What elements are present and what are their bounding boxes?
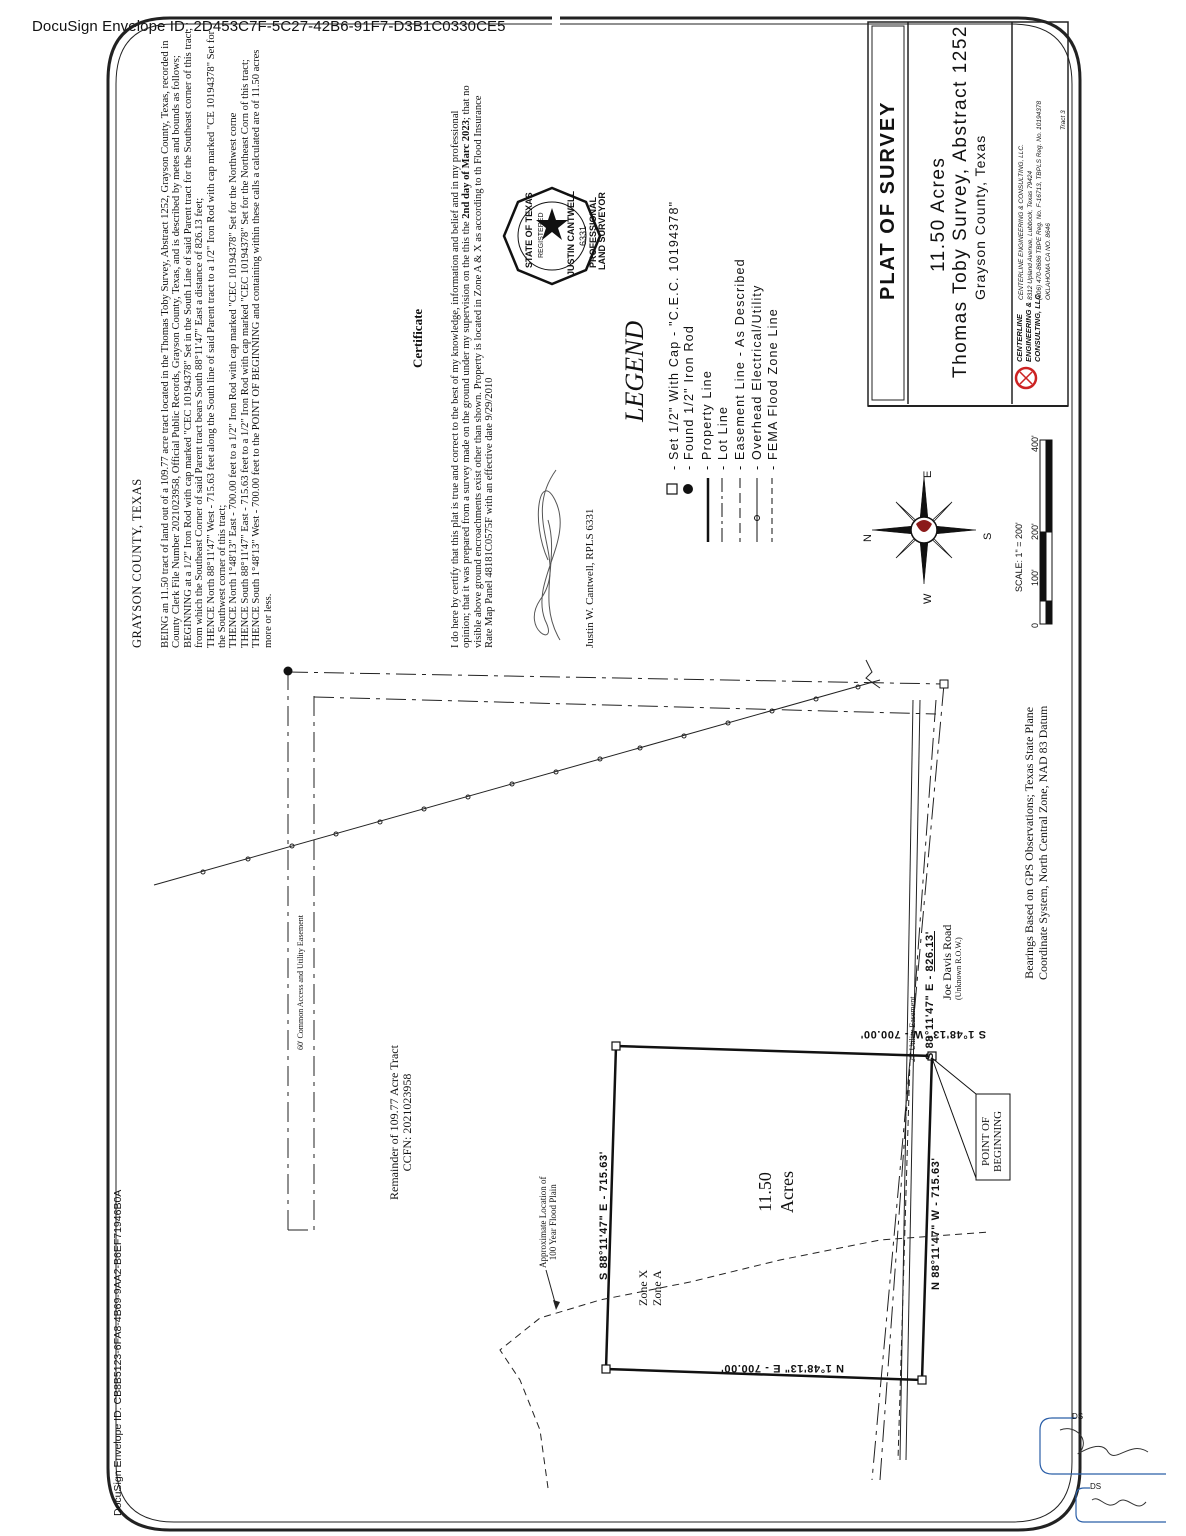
seal-registered-text: REGISTERED — [538, 212, 545, 258]
legend-item-easement-line: - Easement Line - As Described — [733, 258, 747, 470]
company-name-line-2: ENGINEERING & — [1024, 301, 1033, 362]
bearings-line-2: Coordinate System, North Central Zone, NAD 83 Datum — [1036, 705, 1050, 980]
bearings-line-1: Bearings Based on GPS Observations; Texas State Plane — [1022, 706, 1036, 979]
title-acres: 11.50 Acres — [928, 156, 949, 272]
certificate-title: Certificate — [410, 308, 425, 368]
seal-surveyor-name: JUSTIN CANTWELL — [566, 191, 576, 276]
metes-and-bounds-description — [160, 28, 274, 648]
flood-note-line-1: Approximate Location of — [538, 1176, 548, 1268]
legend-item-overhead-electric: - Overhead Electrical/Utility — [750, 284, 764, 470]
certificate-text — [450, 78, 496, 648]
legend-item-flood-zone: - FEMA Flood Zone Line — [766, 308, 780, 470]
flood-zone-line — [500, 1232, 990, 1488]
certificate-date: 2nd day of Marc 2023 — [461, 120, 473, 219]
point-of-beginning-label — [980, 1111, 1004, 1172]
scale-tick-100: 100' — [1030, 569, 1040, 586]
seal-professional-text: PROFESSIONAL — [588, 196, 598, 268]
east-side-bearing: S 1°48'13" W - 700.00' — [860, 1028, 986, 1040]
description-paragraph: THENCE North 1°48'13" East - 700.00 feet to a 1/2" Iron Rod with cap marked "CEC 10194378" Set for the Northwest corne — [228, 112, 240, 648]
legend-item-property-line: - Property Line — [700, 370, 714, 470]
road-distance: 826.13' — [924, 931, 936, 972]
description-paragraph: BEGINNING at a 1/2" Iron Rod with cap marked "CEC 10194378" Set in the South Line of said Parent tract for the Southeast corner of this tract, from which the Southeast Corner of said Parent tract bears South 88°11'47" East a distance of 826.13 feet; — [182, 28, 206, 648]
flood-note-line-2: 100 Year Flood Plain — [548, 1184, 558, 1261]
joe-davis-road-lines — [872, 684, 944, 1480]
tract-acreage-unit: Acres — [777, 1171, 797, 1213]
remainder-acreage: Remainder of 109.77 Acre Tract — [387, 1045, 401, 1200]
scale-tick-400: 400' — [1030, 435, 1040, 452]
company-name-line-3: CONSULTING, LLC — [1033, 294, 1042, 362]
overhead-electric-line — [154, 660, 880, 885]
seal-land-surveyor-text: LAND SURVEYOR — [597, 192, 607, 270]
north-side-bearing: S 88°11'47" E - 715.63' — [598, 1151, 610, 1280]
west-side-bearing: N 1°48'13" E - 700.00' — [720, 1362, 844, 1374]
docusign-initial-boxes — [1040, 1418, 1166, 1522]
scale-tick-0: 0 — [1030, 622, 1040, 628]
description-county-heading: GRAYSON COUNTY, TEXAS — [130, 478, 144, 648]
legend-item-lot-line: - Lot Line — [716, 405, 730, 470]
utility-easement-label: 25' Utility Easement — [908, 996, 917, 1062]
scale-label: SCALE: 1" = 200' — [1014, 522, 1024, 592]
sheet-label: Tract 3 — [1060, 110, 1067, 130]
seal-license-number: 6331 — [578, 225, 588, 246]
description-paragraph: THENCE South 1°48'13" West - 700.00 feet to the POINT OF BEGINNING and containing within these calls a calculated are of 11.50 acres more or less. — [251, 49, 274, 648]
road-row-note: (Unknown R.O.W.) — [954, 937, 963, 1000]
docusign-initial-badge[interactable]: DS — [1090, 1482, 1102, 1491]
certificate-text-post: ; that no visible above ground encroachments exist other than shown. Property is located in Zone A & X as according to th Flood Insurance Rate Map Panel 48181C0575F with an effective date 9/29/2010 — [461, 85, 496, 648]
south-side-bearing: N 88°11'47" W - 715.63' — [930, 1157, 942, 1290]
legend-item-set-rod: - Set 1/2" With Cap - "C.E.C. 10194378" — [667, 200, 681, 470]
found-iron-rod-nw — [284, 667, 293, 676]
bearings-note — [1022, 706, 1050, 980]
company-address-line: 8312 Upland Avenue, Lubbock, Texas 79424 — [1027, 170, 1034, 300]
flood-plain-note — [538, 1177, 558, 1268]
scale-tick-200: 200' — [1030, 523, 1040, 540]
common-easement-label: 60' Common Access and Utility Easement — [296, 915, 305, 1050]
road-bearing-prefix: S 88°11'47" E - — [924, 971, 936, 1060]
company-address-line: (806) 470-8686 TBPE Reg. No. F-16713, TBPLS Reg. No. 10194378 — [1036, 100, 1043, 300]
legend-title: LEGEND — [620, 320, 649, 422]
company-logo — [1016, 368, 1036, 388]
surveyor-signature — [534, 470, 560, 640]
road-bearing — [924, 931, 936, 1060]
compass-rose — [872, 476, 976, 584]
pob-line-2: BEGINNING — [992, 1110, 1004, 1172]
parent-se-corner — [940, 680, 948, 688]
company-name-line-1: CENTERLINE — [1015, 314, 1024, 362]
compass-south-label: S — [982, 532, 994, 540]
docusign-envelope-id: DocuSign Envelope ID: 2D453C7F-5C27-42B6-91F7-D3B1C0330CE5 — [32, 18, 506, 35]
legend-item-found-rod: - Found 1/2" Iron Rod — [682, 325, 696, 470]
pob-line-1: POINT OF — [980, 1116, 992, 1166]
description-paragraph: THENCE South 88°11'47" East - 715.63 feet to a 1/2" Iron Rod with cap marked "CEC 10194378" Set for the Northeast Corn of this tract; — [239, 59, 251, 648]
tract-acreage — [754, 1152, 798, 1232]
company-address-line: CENTERLINE ENGINEERING & CONSULTING, LLC. — [1018, 144, 1025, 300]
docusign-envelope-id-side: DocuSign Envelope ID: CB8B5123-6FA8-4B69-9AA2-B6EF71946B0A — [112, 1189, 124, 1516]
seal-state-text: STATE OF TEXAS — [524, 192, 534, 268]
plat-title: PLAT OF SURVEY — [877, 100, 899, 300]
compass-west-label: W — [922, 593, 934, 604]
zone-a-label: Zone A — [650, 1270, 664, 1306]
remainder-ccfn: CCFN: 2021023958 — [400, 1073, 414, 1172]
legend-symbols — [667, 478, 772, 542]
remainder-tract-label — [388, 1045, 414, 1200]
tract-acreage-number: 11.50 — [755, 1172, 775, 1212]
certificate-text-pre: I do here by certify that this plat is true and correct to the best of my knowledge, information and belief and in my professional opinion; that it was prepared from a survey made on the ground under my supervision on the this the — [450, 110, 473, 648]
scale-bar — [1040, 440, 1052, 624]
description-paragraph: THENCE North 88°11'47" West - 715.63 feet along the South line of said Parent tract to a 1/2" Iron Rod with cap marked "CE 10194378" Set for the Southwest corner of this tract; — [205, 30, 229, 648]
description-paragraph: BEING an 11.50 tract of land out of a 109.77 acre tract located in the Thomas Toby Survey, Abstract 1252, Grayson County, Texas, recorded in County Clerk File Number 2021023958, Official Public Records, Grayson County, Texas, and is described by metes and bounds as follows; — [160, 40, 183, 648]
zone-x-label: Zone X — [636, 1269, 650, 1306]
title-survey: Thomas Toby Survey, Abstract 1252 — [950, 25, 971, 378]
road-name: Joe Davis Road — [940, 924, 954, 1000]
title-county: Grayson County, Texas — [972, 134, 988, 300]
compass-east-label: E — [922, 470, 934, 478]
company-address-line: OKLAHOMA CA NO. 8646 — [1045, 223, 1052, 300]
compass-north-label: N — [862, 534, 874, 542]
surveyor-name: Justin W. Cantwell, RPLS 6331 — [584, 508, 596, 648]
docusign-initial-badge[interactable]: DS — [1072, 1412, 1084, 1421]
